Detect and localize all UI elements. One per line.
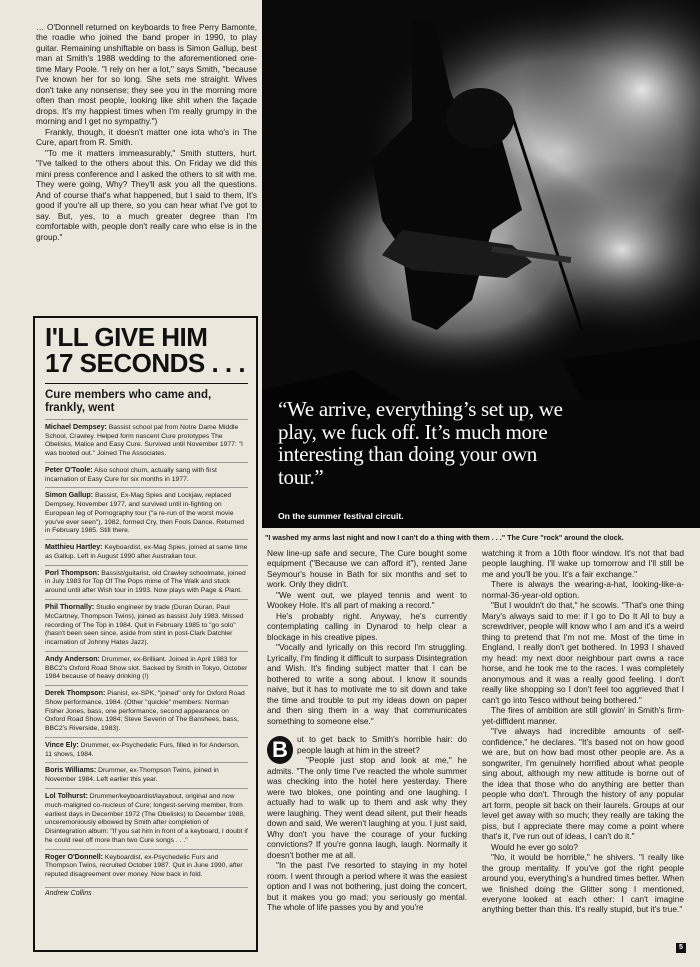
member-name: Lol Tolhurst:: [45, 792, 88, 801]
paragraph: Would he ever go solo?: [491, 841, 579, 852]
member-description: Also school chum, actually sang with first incarnation of Easy Cure for six months in 1977.: [45, 466, 217, 483]
member-name: Michael Dempsey:: [45, 422, 107, 431]
paragraph: "Vocally and lyrically on this record I'm struggling. Lyrically, I'm finding it difficult to surpass Disintegration and Wish. It's finding subject matter that I can be bothered to write a song about. I know it sounds naive, but it has to motivate me to sit down and take the time and trouble to put my ideas down on paper and then sing them in a way that communicates something to someone else.": [267, 642, 467, 726]
member-description: Pianist, ex-SPK, "joined" only for Oxford Road Show performance, 1984. (Other "quickie" members: Norman Fisher Jones, bass, one performance, second appearance on Oxford Road Show, 1984; Steve Severin of The Banshees, bass, BBC2's Riverside, 1983).: [45, 690, 245, 733]
member-name: Derek Thompson:: [45, 689, 106, 698]
paragraph: Frankly, though, it doesn't matter one iota who's in The Cure, apart from R. Smith.: [36, 126, 257, 148]
paragraph: There is always the wearing-a-hat, looking-like-a-normal-36-year-old option.: [482, 579, 684, 600]
member-description: Bassist, Ex-Mag Spies and Lockjaw, replaced Dempsey, November 1977, and survived until in-fighting on European leg of Pornography tour ("a re-run of the worst movie you've ever seen"), 1982, formed Cry, then Fools Dance. Returned in February 1985. Still there.: [45, 492, 245, 535]
sidebar-box: [33, 316, 258, 952]
member-entry: [45, 788, 248, 849]
paragraph: … O'Donnell returned on keyboards to free Perry Bamonte, the roadie who joined the band proper in 1990, to play guitar. Remaining unshiftable on bass is Simon Gallup, best man at Smith's 1988 wedding to the aforementioned one-time Mary Poole. "I rely on her a lot," says Smith, "because I've known her for so long. She sets me straight. Wives don't take any nonsense; they see you in the morning more often than most people, looking like shit when the façade drops. It's my happiest times when I'm really grumpy in the morning and I get no sympathy."): [36, 22, 257, 127]
member-name: Simon Gallup:: [45, 491, 94, 500]
member-description: Drummer, ex-Brilliant. Joined in April 1983 for BBC2's Oxford Road Show slot. Sacked by Smith in Tokyo, October 1984 because of heavy drinking (!): [45, 655, 248, 681]
member-description: Drummer, ex-Psychedelic Furs, filled in for Anderson, 11 shows, 1984.: [45, 741, 240, 758]
paragraph: "In the past I've resorted to staying in my hotel room. I went through a period where it was the easiest option and I was not bothering, just doing the concert, but it makes you go mad; you seriously go mental. The whole of life passes you by and you're: [267, 860, 467, 912]
paragraph: "We went out, we played tennis and went to Wookey Hole. It's all part of making a record.": [267, 589, 467, 611]
pull-quote: “We arrive, everything’s set up, we play, we fuck off. It’s much more interesting than doing your own tour.”: [278, 397, 563, 490]
dropcap: B: [267, 736, 293, 764]
dropcap-paragraph-text: ut to get back to Smith's horrible hair: do people laugh at him in the street?: [297, 734, 467, 755]
member-description: Keyboardist, ex-Psychedelic Furs and Thompson Twins, recruited October 1987. Quit in June 1990, after reputed disagreement over money. Now back in fold.: [45, 853, 243, 879]
member-entry: [45, 419, 248, 462]
sidebar-subtitle: Cure members who came and, frankly, went: [45, 383, 248, 415]
sidebar-title: [45, 324, 248, 376]
member-description: Studio engineer by trade (Duran Duran, Paul McCartney, Thompson Twins), joined as bassist July 1983. Missed recording of The Top in 1984. Quit in February 1985 to "go solo" (hasn't been seen since, aside from stint in post-Clark Datchler incarnation of Johnny Hates Jazz).: [45, 604, 244, 647]
member-description: Bassist school pal from Notre Dame Middle School, Crawley. Helped form nascent Cure prototypes The Obelisks, Malice and Easy Cure. Survived until November 1977: "I was booted out." Joined The Associates.: [45, 423, 243, 458]
member-name: Phil Thornally:: [45, 603, 95, 611]
paragraph: New line-up safe and secure, The Cure bought some equipment ("Because we can afford it"), rented Jane Seymour's house in Bath for six months and set to work. Only they didn't.: [267, 548, 467, 590]
member-name: Matthieu Hartley:: [45, 543, 103, 552]
member-name: Boris Williams:: [45, 766, 97, 775]
member-entry: [45, 849, 248, 883]
article-column-right: [482, 548, 684, 915]
paragraph: watching it from a 10th floor window. It's not that bad people laughing. I'll wake up tomorrow and I'll still be me and you'll be you. It's a fair exchange.": [482, 548, 684, 579]
member-description: Drummer, ex-Thompson Twins, joined in November 1984. Left earlier this year.: [45, 767, 219, 784]
member-name: Andy Anderson:: [45, 654, 100, 663]
article-column-middle: [267, 548, 467, 912]
paragraph: "People just stop and look at me," he admits. "The only time I've reacted the whole summer was checking into the hotel here yesterday. There were two blokes, one pointing and one laughing. I actually had to walk up to them and ask why they were laughing. They went dead silent, put their heads down and said, We weren't laughing at you. I just said, Why don't you have the courage of your fucking convictions? If you're gonna laugh, laugh. Normally it doesn't bother me at all.: [267, 755, 467, 860]
member-entry: [45, 565, 248, 599]
paragraph: He's probably right. Anyway, he's currently contemplating calling in Dynarod to help clear a blockage in his creative pipes.: [267, 610, 467, 642]
photo-caption: "I washed my arms last night and now I can't do a thing with them . . ." The Cure "rock" around the clock.: [265, 533, 624, 542]
member-name: Roger O'Donnell:: [45, 852, 104, 861]
sidebar-title-line2: 17 SECONDS . . .: [45, 348, 246, 378]
pull-quote-caption: On the summer festival circuit.: [278, 511, 404, 521]
member-entry: [45, 539, 248, 565]
member-entry: [45, 651, 248, 685]
sidebar-title-line1: I'LL GIVE HIM: [45, 322, 208, 352]
member-name: Porl Thompson:: [45, 568, 100, 577]
sidebar-byline: Andrew Collins: [45, 887, 248, 897]
dropcap-paragraph: [267, 734, 467, 763]
paragraph: "To me it matters immeasurably," Smith stutters, hurt. "I've talked to the others about this. On Friday we did this mini press conference and I asked the others to sit with me. They were going, Why? They'll ask you all the questions. And of course that's what happened, but I said to them, It's good if you're all up there, so you can hear what I've got to say. But, yes, to a much greater degree than I'm comfortable with, people don't really care who else is in the group.": [36, 147, 257, 242]
paragraph: "I've always had incredible amounts of self-confidence," he declares. "It's based not on how good we are, but on how bad most other people are. As a songwriter, I'm genuinely horrified about what people sing about, although my new attitude is borne out of the idea that those who do anything are better than people who don't. Through the history of any popular art form, people sit back on their laurels. Groups at our level get away with so much; they really are taking the piss, but I appreciate there may come a point where that's it, I've run out of ideas, I can't do it.": [482, 726, 684, 842]
paragraph: "No, it would be horrible," he shivers. "I really like the group mentality. If you've got the right people around you, everything's a hundred times better. When we finished doing the Glitter song I mentioned, everyone looked at each other: I can't imagine anything better than this. It's really stupid, but it's true.": [482, 852, 684, 915]
member-entry: [45, 762, 248, 788]
member-entry: [45, 599, 248, 651]
member-description: Drummer/keyboardist/layabout, original and now much-maligned co-nucleus of Cure; longest-serving member, from earliest days in December 1972 (The Obelisks) to December 1988, unceremoniously elbowed by Smith after completion of Disintegration album: "If you sat him in front of a keyboard, I doubt if he could reel off more than two Cure songs . . .": [45, 793, 248, 844]
paragraph: The fires of ambition are still glowin' in Smith's firm-yet-diffident manner.: [482, 705, 684, 726]
member-entry: [45, 737, 248, 763]
page-end-marker: 5: [676, 943, 686, 953]
member-entry: [45, 487, 248, 539]
member-entry: [45, 685, 248, 737]
paragraph: "But I wouldn't do that," he scowls. "That's one thing Mary's always said to me: if I go to Do It All to buy a screwdriver, people will know who I am and it's a weird thing to pretend that I'm not me. Most of the time in England, I really don't get bothered. In 1993 I shaved my head: my next door neighbour part owns a race horse, and he took me to the races. I was completely anonymous and it was a really good feeling. I don't really like shopping so I don't feel too aggrieved that I can't go into Tesco without being bothered.": [482, 600, 684, 705]
member-entry: [45, 462, 248, 488]
member-name: Peter O'Toole:: [45, 465, 93, 474]
member-description: Bassist/guitarist, old Crawley schoolmate, joined in July 1983 for Top Of The Pops mime of The Walk and stuck around until after Wish tour in 1993. Now plays with Page & Plant.: [45, 569, 246, 595]
member-list: [45, 419, 248, 883]
member-name: Vince Ely:: [45, 740, 79, 749]
article-column-top-left: [36, 22, 257, 242]
member-description: Keyboardist, ex-Mag Spies, joined at same time as Gallup. Left in August 1990 after Australian tour.: [45, 544, 248, 560]
